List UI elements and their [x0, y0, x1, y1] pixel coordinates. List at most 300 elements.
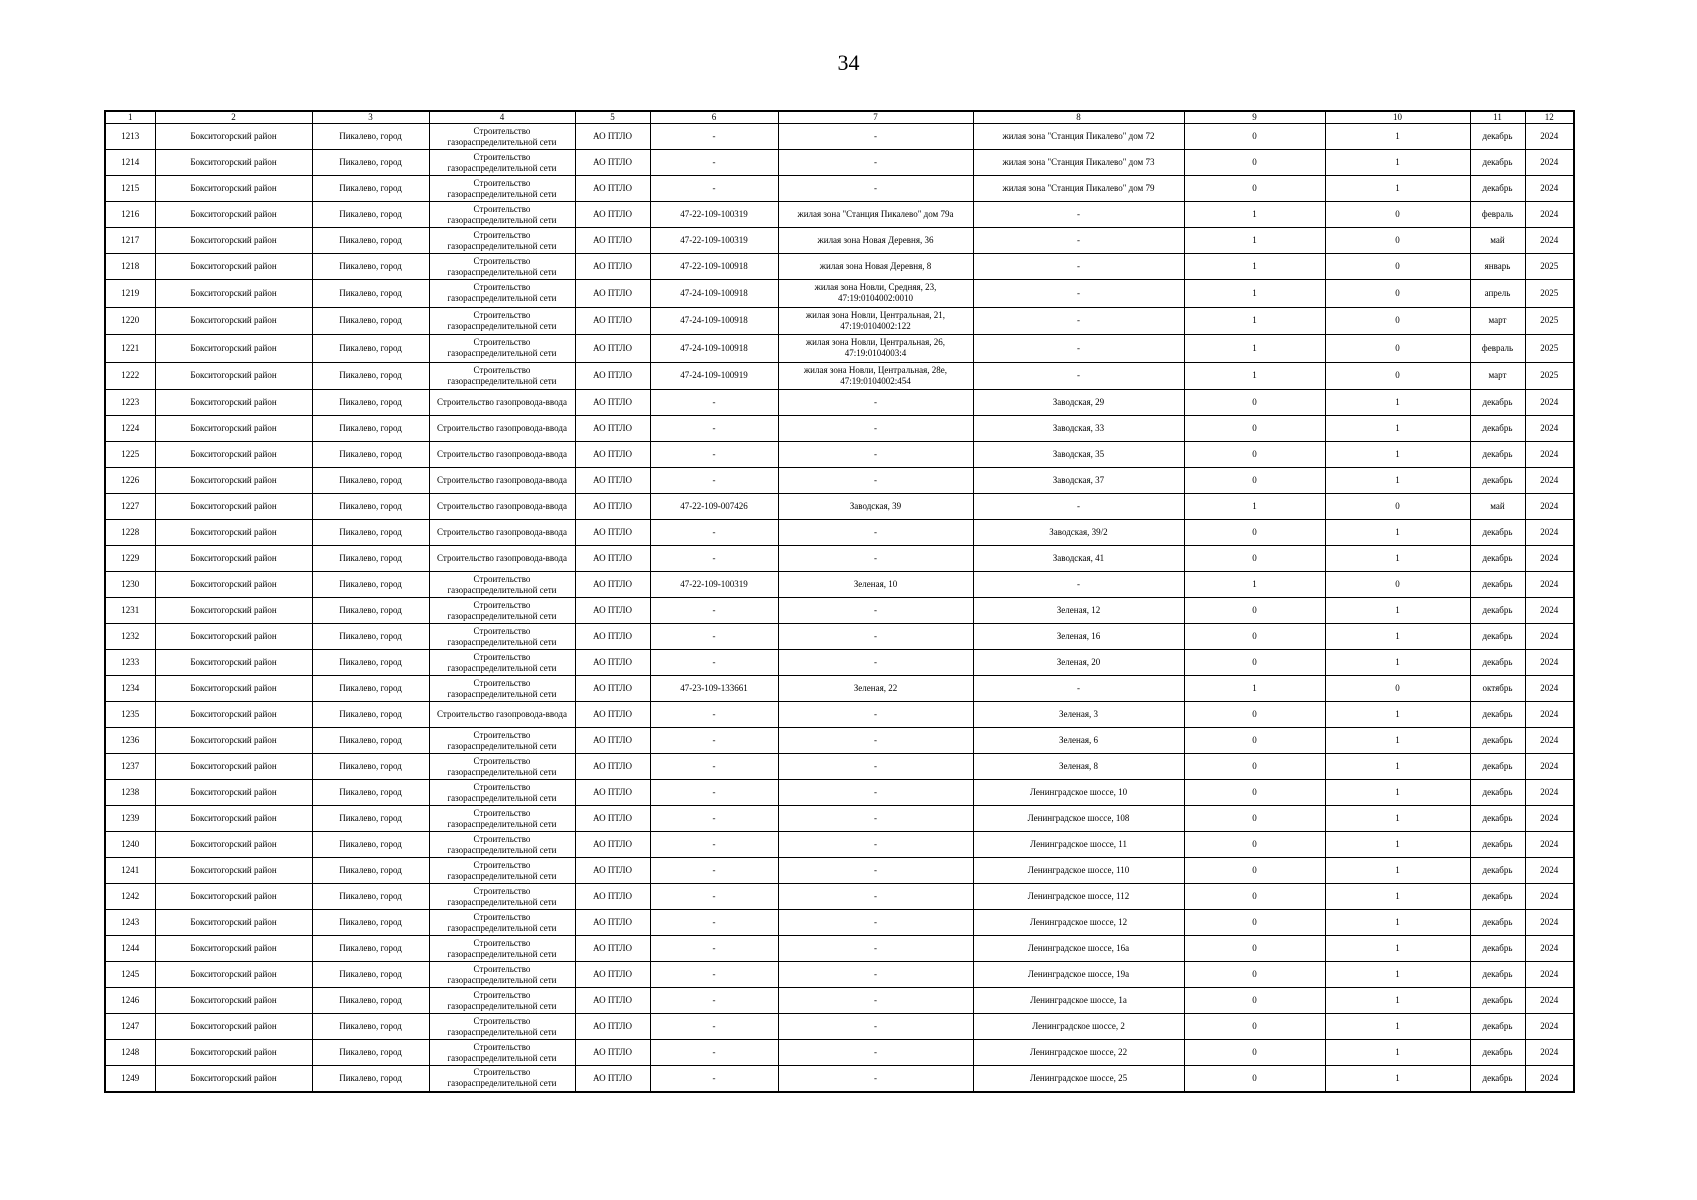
table-cell: Строительство газораспределительной сети [429, 1014, 575, 1040]
table-cell: Строительство газораспределительной сети [429, 572, 575, 598]
table-cell: 2024 [1525, 988, 1574, 1014]
table-cell: - [650, 858, 778, 884]
table-cell: Бокситогорский район [155, 494, 312, 520]
table-row [105, 1066, 1574, 1092]
table-cell: 0 [1184, 936, 1325, 962]
table-cell: АО ПТЛО [575, 910, 650, 936]
table-row [105, 362, 1574, 390]
table-cell: 0 [1184, 806, 1325, 832]
table-cell: 1224 [105, 416, 155, 442]
table-cell: декабрь [1470, 884, 1525, 910]
table-cell: АО ПТЛО [575, 307, 650, 335]
table-cell: - [778, 936, 973, 962]
table-cell: Ленинградское шоссе, 19а [973, 962, 1184, 988]
table-cell: Бокситогорский район [155, 806, 312, 832]
table-cell: АО ПТЛО [575, 780, 650, 806]
table-cell: АО ПТЛО [575, 254, 650, 280]
table-cell: 0 [1184, 176, 1325, 202]
table-cell: Бокситогорский район [155, 335, 312, 363]
table-row [105, 124, 1574, 150]
table-cell: 1 [1325, 910, 1470, 936]
table-cell: декабрь [1470, 936, 1525, 962]
table-cell: 1214 [105, 150, 155, 176]
table-cell: Строительство газораспределительной сети [429, 728, 575, 754]
table-cell: Строительство газораспределительной сети [429, 254, 575, 280]
table-cell: 1235 [105, 702, 155, 728]
table-cell: 1 [1325, 1014, 1470, 1040]
table-cell: 0 [1184, 468, 1325, 494]
table-cell: Строительство газопровода-ввода [429, 416, 575, 442]
table-cell: Бокситогорский район [155, 754, 312, 780]
table-cell: декабрь [1470, 858, 1525, 884]
table-cell: Ленинградское шоссе, 10 [973, 780, 1184, 806]
table-cell: АО ПТЛО [575, 176, 650, 202]
table-cell: - [650, 124, 778, 150]
table-cell: жилая зона Новая Деревня, 36 [778, 228, 973, 254]
table-cell: - [778, 910, 973, 936]
table-cell: 2024 [1525, 150, 1574, 176]
table-cell: Бокситогорский район [155, 307, 312, 335]
column-header: 4 [429, 111, 575, 124]
table-cell: май [1470, 494, 1525, 520]
table-cell: декабрь [1470, 390, 1525, 416]
table-cell: Бокситогорский район [155, 416, 312, 442]
table-cell: АО ПТЛО [575, 228, 650, 254]
table-cell: - [778, 780, 973, 806]
table-cell: 1231 [105, 598, 155, 624]
table-cell: Строительство газораспределительной сети [429, 754, 575, 780]
table-cell: декабрь [1470, 1014, 1525, 1040]
table-cell: АО ПТЛО [575, 572, 650, 598]
table-cell: Зеленая, 6 [973, 728, 1184, 754]
table-cell: АО ПТЛО [575, 988, 650, 1014]
table-cell: 2024 [1525, 176, 1574, 202]
table-row [105, 650, 1574, 676]
table-cell: Строительство газопровода-ввода [429, 546, 575, 572]
table-cell: Строительство газораспределительной сети [429, 228, 575, 254]
table-cell: 2024 [1525, 624, 1574, 650]
table-cell: Бокситогорский район [155, 1066, 312, 1092]
table-cell: АО ПТЛО [575, 416, 650, 442]
table-cell: 1242 [105, 884, 155, 910]
table-cell: АО ПТЛО [575, 390, 650, 416]
table-cell: Пикалево, город [312, 390, 429, 416]
table-cell: Зеленая, 16 [973, 624, 1184, 650]
table-cell: Бокситогорский район [155, 390, 312, 416]
table-cell: 2024 [1525, 1040, 1574, 1066]
table-cell: Строительство газораспределительной сети [429, 910, 575, 936]
table-cell: Пикалево, город [312, 124, 429, 150]
table-cell: - [650, 1066, 778, 1092]
table-cell: Заводская, 39/2 [973, 520, 1184, 546]
table-cell: Строительство газораспределительной сети [429, 124, 575, 150]
table-cell: Бокситогорский район [155, 546, 312, 572]
table-row [105, 202, 1574, 228]
column-header: 9 [1184, 111, 1325, 124]
table-cell: - [650, 936, 778, 962]
table-cell: 0 [1184, 650, 1325, 676]
table-cell: декабрь [1470, 806, 1525, 832]
table-cell: 1 [1184, 280, 1325, 308]
table-cell: 2024 [1525, 884, 1574, 910]
table-cell: 1 [1325, 806, 1470, 832]
table-cell: - [650, 176, 778, 202]
table-cell: Строительство газораспределительной сети [429, 150, 575, 176]
table-cell: АО ПТЛО [575, 494, 650, 520]
table-cell: Бокситогорский район [155, 702, 312, 728]
table-cell: Ленинградское шоссе, 25 [973, 1066, 1184, 1092]
table-cell: Ленинградское шоссе, 2 [973, 1014, 1184, 1040]
table-cell: 1 [1325, 962, 1470, 988]
table-cell: 0 [1184, 624, 1325, 650]
table-cell: 1221 [105, 335, 155, 363]
table-cell: 1 [1184, 307, 1325, 335]
table-cell: 0 [1184, 546, 1325, 572]
table-cell: 2024 [1525, 780, 1574, 806]
table-cell: 1 [1184, 202, 1325, 228]
table-cell: Заводская, 39 [778, 494, 973, 520]
table-cell: 1 [1325, 546, 1470, 572]
table-cell: Строительство газораспределительной сети [429, 1066, 575, 1092]
table-cell: Пикалево, город [312, 228, 429, 254]
table-cell: 2024 [1525, 702, 1574, 728]
table-cell: - [778, 1066, 973, 1092]
table-cell: 1229 [105, 546, 155, 572]
table-cell: Заводская, 29 [973, 390, 1184, 416]
table-cell: 0 [1325, 254, 1470, 280]
table-cell: 1 [1184, 572, 1325, 598]
table-cell: Строительство газораспределительной сети [429, 650, 575, 676]
table-cell: 2024 [1525, 650, 1574, 676]
table-cell: Ленинградское шоссе, 1а [973, 988, 1184, 1014]
table-cell: 47-22-109-100319 [650, 202, 778, 228]
table-cell: 1218 [105, 254, 155, 280]
table-cell: октябрь [1470, 676, 1525, 702]
table-cell: 1241 [105, 858, 155, 884]
table-cell: Бокситогорский район [155, 468, 312, 494]
table-cell: Пикалево, город [312, 202, 429, 228]
column-header: 2 [155, 111, 312, 124]
table-cell: 1238 [105, 780, 155, 806]
table-cell: 1232 [105, 624, 155, 650]
table-cell: Строительство газораспределительной сети [429, 307, 575, 335]
table-cell: - [650, 598, 778, 624]
table-cell: 1228 [105, 520, 155, 546]
table-cell: 47-22-109-100918 [650, 254, 778, 280]
table-cell: 2024 [1525, 124, 1574, 150]
table-cell: Бокситогорский район [155, 150, 312, 176]
table-cell: 1 [1325, 1066, 1470, 1092]
table-cell: 2024 [1525, 728, 1574, 754]
table-cell: 47-24-109-100919 [650, 362, 778, 390]
table-cell: - [778, 962, 973, 988]
table-cell: 1 [1325, 468, 1470, 494]
table-cell: - [973, 335, 1184, 363]
table-cell: АО ПТЛО [575, 202, 650, 228]
table-cell: 1 [1325, 702, 1470, 728]
table-cell: Пикалево, город [312, 442, 429, 468]
table-cell: Бокситогорский район [155, 1014, 312, 1040]
table-row [105, 936, 1574, 962]
table-cell: 1239 [105, 806, 155, 832]
table-cell: 1 [1184, 228, 1325, 254]
table-cell: Строительство газораспределительной сети [429, 624, 575, 650]
table-cell: АО ПТЛО [575, 624, 650, 650]
table-row [105, 832, 1574, 858]
table-cell: 0 [1184, 832, 1325, 858]
table-cell: февраль [1470, 202, 1525, 228]
table-row [105, 806, 1574, 832]
table-cell: 47-24-109-100918 [650, 307, 778, 335]
table-cell: Строительство газораспределительной сети [429, 988, 575, 1014]
table-cell: Пикалево, город [312, 728, 429, 754]
table-cell: декабрь [1470, 910, 1525, 936]
table-cell: 1247 [105, 1014, 155, 1040]
table-cell: 1233 [105, 650, 155, 676]
table-cell: 0 [1325, 676, 1470, 702]
table-cell: Заводская, 35 [973, 442, 1184, 468]
column-header: 7 [778, 111, 973, 124]
table-cell: Бокситогорский район [155, 962, 312, 988]
table-cell: Строительство газораспределительной сети [429, 598, 575, 624]
table-cell: декабрь [1470, 832, 1525, 858]
table-cell: Ленинградское шоссе, 112 [973, 884, 1184, 910]
table-cell: декабрь [1470, 1040, 1525, 1066]
table-cell: Зеленая, 22 [778, 676, 973, 702]
table-cell: 1 [1325, 988, 1470, 1014]
table-cell: Пикалево, город [312, 936, 429, 962]
table-cell: - [778, 702, 973, 728]
table-cell: - [650, 1014, 778, 1040]
table-cell: Бокситогорский район [155, 228, 312, 254]
table-cell: - [778, 754, 973, 780]
table-cell: Пикалево, город [312, 1066, 429, 1092]
table-cell: - [650, 832, 778, 858]
table-cell: - [778, 150, 973, 176]
table-cell: 1 [1184, 676, 1325, 702]
table-cell: 0 [1184, 754, 1325, 780]
table-cell: АО ПТЛО [575, 1040, 650, 1066]
table-cell: 0 [1325, 572, 1470, 598]
table-cell: Пикалево, город [312, 962, 429, 988]
table-cell: 0 [1325, 228, 1470, 254]
table-cell: Зеленая, 20 [973, 650, 1184, 676]
table-cell: декабрь [1470, 124, 1525, 150]
table-cell: 0 [1325, 335, 1470, 363]
table-cell: 1217 [105, 228, 155, 254]
table-cell: Строительство газопровода-ввода [429, 520, 575, 546]
table-cell: - [778, 858, 973, 884]
table-cell: декабрь [1470, 442, 1525, 468]
table-cell: 0 [1184, 884, 1325, 910]
table-cell: АО ПТЛО [575, 1066, 650, 1092]
table-cell: - [650, 442, 778, 468]
table-cell: 2025 [1525, 254, 1574, 280]
table-cell: 1225 [105, 442, 155, 468]
table-cell: 0 [1184, 728, 1325, 754]
table-cell: - [650, 910, 778, 936]
table-cell: Пикалево, город [312, 910, 429, 936]
table-cell: 0 [1184, 150, 1325, 176]
table-cell: жилая зона Новли, Центральная, 21, 47:19:0104002:122 [778, 307, 973, 335]
table-cell: 1 [1325, 520, 1470, 546]
table-cell: 2024 [1525, 494, 1574, 520]
table-cell: Бокситогорский район [155, 1040, 312, 1066]
table-cell: Строительство газораспределительной сети [429, 858, 575, 884]
table-cell: Строительство газопровода-ввода [429, 494, 575, 520]
table-cell: Пикалево, город [312, 176, 429, 202]
table-cell: 1230 [105, 572, 155, 598]
table-cell: 1 [1325, 1040, 1470, 1066]
page-number: 34 [837, 50, 860, 75]
table-cell: Строительство газораспределительной сети [429, 176, 575, 202]
table-cell: АО ПТЛО [575, 702, 650, 728]
table-cell: Пикалево, город [312, 520, 429, 546]
table-cell: Бокситогорский район [155, 936, 312, 962]
table-cell: Ленинградское шоссе, 12 [973, 910, 1184, 936]
table-cell: 1 [1325, 754, 1470, 780]
table-cell: - [650, 780, 778, 806]
table-cell: 1 [1184, 494, 1325, 520]
table-cell: жилая зона "Станция Пикалево" дом 72 [973, 124, 1184, 150]
column-header: 6 [650, 111, 778, 124]
header-row [105, 111, 1574, 124]
table-cell: - [973, 202, 1184, 228]
table-cell: декабрь [1470, 572, 1525, 598]
table-cell: 0 [1184, 962, 1325, 988]
table-cell: 1216 [105, 202, 155, 228]
table-cell: - [778, 624, 973, 650]
table-row [105, 280, 1574, 308]
table-cell: Пикалево, город [312, 884, 429, 910]
table-cell: декабрь [1470, 988, 1525, 1014]
table-cell: - [973, 572, 1184, 598]
table-cell: Зеленая, 12 [973, 598, 1184, 624]
table-cell: Бокситогорский район [155, 280, 312, 308]
table-cell: Бокситогорский район [155, 858, 312, 884]
table-cell: АО ПТЛО [575, 442, 650, 468]
table-cell: - [650, 806, 778, 832]
table-cell: - [973, 280, 1184, 308]
table-cell: 47-24-109-100918 [650, 280, 778, 308]
table-cell: Строительство газопровода-ввода [429, 390, 575, 416]
table-cell: Бокситогорский район [155, 624, 312, 650]
table-cell: 2024 [1525, 468, 1574, 494]
table-row [105, 780, 1574, 806]
table-cell: - [778, 1014, 973, 1040]
table-row [105, 1014, 1574, 1040]
table-cell: апрель [1470, 280, 1525, 308]
table-cell: 2024 [1525, 962, 1574, 988]
table-cell: 2024 [1525, 546, 1574, 572]
table-cell: Строительство газораспределительной сети [429, 962, 575, 988]
table-cell: Ленинградское шоссе, 22 [973, 1040, 1184, 1066]
table-cell: 0 [1184, 124, 1325, 150]
table-cell: 1234 [105, 676, 155, 702]
table-cell: 2024 [1525, 1014, 1574, 1040]
table-cell: 2024 [1525, 1066, 1574, 1092]
table-cell: 1219 [105, 280, 155, 308]
table-row [105, 442, 1574, 468]
table-cell: АО ПТЛО [575, 728, 650, 754]
table-cell: май [1470, 228, 1525, 254]
table-cell: Бокситогорский район [155, 988, 312, 1014]
table-cell: январь [1470, 254, 1525, 280]
table-row [105, 884, 1574, 910]
table-cell: - [778, 468, 973, 494]
table-cell: АО ПТЛО [575, 884, 650, 910]
table-cell: Пикалево, город [312, 546, 429, 572]
table-cell: жилая зона Новли, Центральная, 28е, 47:19:0104002:454 [778, 362, 973, 390]
table-cell: 1 [1325, 390, 1470, 416]
table-cell: 1246 [105, 988, 155, 1014]
table-row [105, 988, 1574, 1014]
table-cell: Пикалево, город [312, 754, 429, 780]
table-cell: 1 [1325, 416, 1470, 442]
table-cell: Пикалево, город [312, 494, 429, 520]
table-cell: Пикалево, город [312, 468, 429, 494]
table-cell: 1248 [105, 1040, 155, 1066]
table-row [105, 572, 1574, 598]
table-cell: Пикалево, город [312, 676, 429, 702]
table-row [105, 1040, 1574, 1066]
table-cell: - [778, 176, 973, 202]
table-cell: Строительство газораспределительной сети [429, 936, 575, 962]
table-cell: 2024 [1525, 754, 1574, 780]
table-cell: декабрь [1470, 150, 1525, 176]
table-cell: Строительство газопровода-ввода [429, 442, 575, 468]
table-cell: 0 [1184, 416, 1325, 442]
table-cell: Заводская, 33 [973, 416, 1184, 442]
table-cell: Пикалево, город [312, 362, 429, 390]
table-cell: АО ПТЛО [575, 962, 650, 988]
table-cell: 2025 [1525, 280, 1574, 308]
column-header: 1 [105, 111, 155, 124]
table-cell: 0 [1325, 307, 1470, 335]
table-row [105, 910, 1574, 936]
table-cell: декабрь [1470, 754, 1525, 780]
table-cell: 1215 [105, 176, 155, 202]
table-cell: жилая зона "Станция Пикалево" дом 73 [973, 150, 1184, 176]
table-cell: Заводская, 41 [973, 546, 1184, 572]
table-cell: 47-22-109-100319 [650, 572, 778, 598]
table-cell: декабрь [1470, 1066, 1525, 1092]
table-cell: декабрь [1470, 624, 1525, 650]
table-cell: Бокситогорский район [155, 572, 312, 598]
table-cell: 0 [1184, 702, 1325, 728]
table-cell: 1 [1325, 884, 1470, 910]
table-row [105, 335, 1574, 363]
table-cell: жилая зона Новая Деревня, 8 [778, 254, 973, 280]
table-cell: 2024 [1525, 442, 1574, 468]
table-cell: 0 [1184, 520, 1325, 546]
table-cell: Бокситогорский район [155, 362, 312, 390]
table-cell: Зеленая, 3 [973, 702, 1184, 728]
column-header: 5 [575, 111, 650, 124]
table-cell: декабрь [1470, 468, 1525, 494]
table-cell: декабрь [1470, 650, 1525, 676]
column-header: 10 [1325, 111, 1470, 124]
table-cell: АО ПТЛО [575, 150, 650, 176]
table-cell: Пикалево, город [312, 702, 429, 728]
table-cell: 2025 [1525, 362, 1574, 390]
table-cell: Бокситогорский район [155, 598, 312, 624]
table-cell: Ленинградское шоссе, 108 [973, 806, 1184, 832]
table-cell: декабрь [1470, 962, 1525, 988]
table-cell: Пикалево, город [312, 280, 429, 308]
table-cell: Пикалево, город [312, 988, 429, 1014]
table-cell: 1 [1184, 335, 1325, 363]
